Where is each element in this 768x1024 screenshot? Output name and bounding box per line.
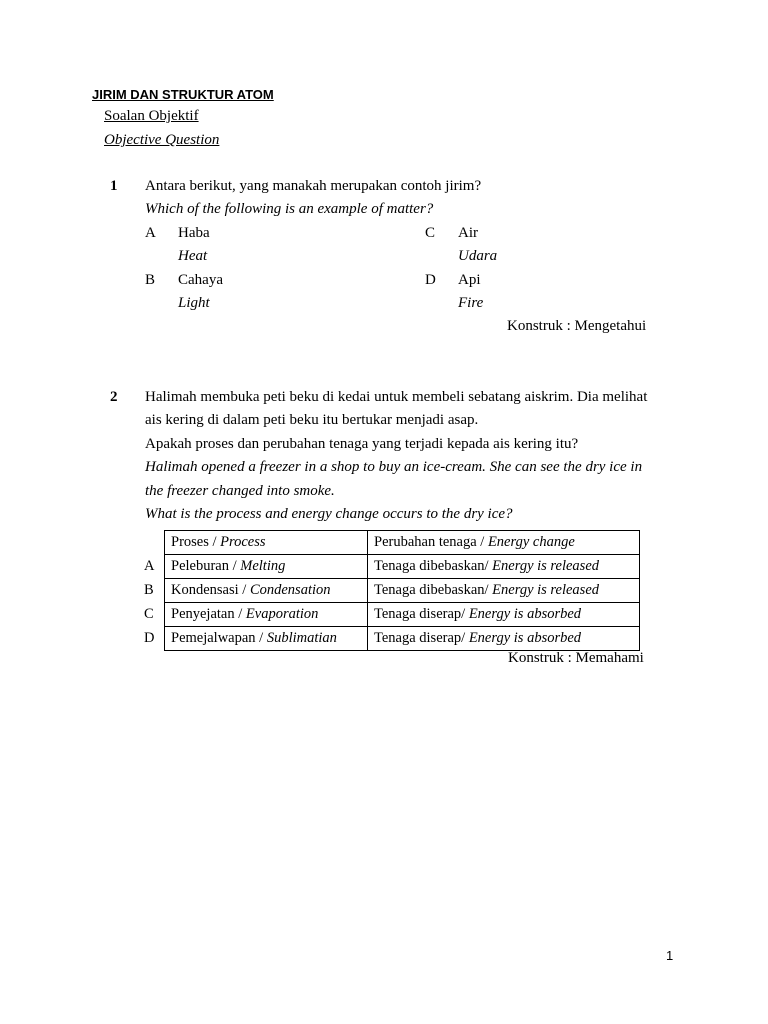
question-2-line-2: ais kering di dalam peti beku itu bertukar menjadi asap. xyxy=(145,412,479,428)
question-2-line-3: Apakah proses dan perubahan tenaga yang terjadi kepada ais kering itu? xyxy=(145,436,579,452)
header-energy-cell xyxy=(368,531,640,555)
row-letter: B xyxy=(144,582,154,598)
process-cell xyxy=(165,603,368,627)
answer-table-header-row xyxy=(140,531,640,555)
energy-ms: Tenaga diserap/ xyxy=(374,606,469,622)
option-letter-d: D xyxy=(425,272,436,288)
option-c-ms: Air xyxy=(458,225,478,241)
option-letter-c: C xyxy=(425,225,436,241)
question-2-number: 2 xyxy=(110,389,118,405)
energy-en: Energy is released xyxy=(492,558,600,574)
row-letter: A xyxy=(144,558,155,574)
process-ms: Peleburan / xyxy=(171,558,241,574)
energy-cell xyxy=(368,579,640,603)
question-1-stem-ms: Antara berikut, yang manakah merupakan contoh jirim? xyxy=(145,178,482,194)
process-ms: Pemejalwapan / xyxy=(171,630,267,646)
row-letter: C xyxy=(144,606,154,622)
question-2-line-6-en: What is the process and energy change occurs to the dry ice? xyxy=(145,506,513,522)
energy-en: Energy is absorbed xyxy=(468,630,582,646)
question-2-line-5-en: the freezer changed into smoke. xyxy=(145,483,335,499)
process-ms: Kondensasi / xyxy=(171,582,250,598)
section-subtitle-ms: Soalan Objektif xyxy=(104,108,199,124)
energy-ms: Tenaga dibebaskan/ xyxy=(374,582,493,598)
question-1-stem-en: Which of the following is an example of matter? xyxy=(145,201,434,217)
option-a-en: Heat xyxy=(178,248,208,264)
page-number: 1 xyxy=(666,948,674,963)
row-letter: D xyxy=(144,630,155,646)
table-row-b xyxy=(140,579,640,603)
process-en: Evaporation xyxy=(245,606,319,622)
option-letter-a: A xyxy=(145,225,156,241)
energy-en: Energy is absorbed xyxy=(468,606,582,622)
question-1-number: 1 xyxy=(110,178,118,194)
process-en: Melting xyxy=(240,558,286,574)
process-en: Condensation xyxy=(249,582,331,598)
process-cell xyxy=(165,627,368,651)
header-letter-cell xyxy=(140,531,165,555)
process-cell xyxy=(165,555,368,579)
header-process-cell xyxy=(165,531,368,555)
question-2-line-1: Halimah membuka peti beku di kedai untuk membeli sebatang aiskrim. Dia melihat xyxy=(145,389,648,405)
energy-ms: Tenaga diserap/ xyxy=(374,630,469,646)
option-a-ms: Haba xyxy=(178,225,210,241)
process-en: Sublimatian xyxy=(266,630,337,646)
section-subtitle-en: Objective Question xyxy=(104,132,220,148)
header-process-ms: Proses / xyxy=(171,534,221,550)
table-row-d xyxy=(140,627,640,651)
process-ms: Penyejatan / xyxy=(171,606,246,622)
question-2-line-4-en: Halimah opened a freezer in a shop to buy an ice-cream. She can see the dry ice in xyxy=(145,459,643,475)
header-energy-en: Energy change xyxy=(487,534,575,550)
answer-table xyxy=(140,530,640,651)
table-row-c xyxy=(140,603,640,627)
question-2-construct: Konstruk : Memahami xyxy=(508,650,644,666)
document-title: JIRIM DAN STRUKTUR ATOM xyxy=(92,87,274,102)
energy-cell xyxy=(368,555,640,579)
option-d-ms: Api xyxy=(458,272,481,288)
energy-en: Energy is released xyxy=(492,582,600,598)
option-letter-b: B xyxy=(145,272,156,288)
option-d-en: Fire xyxy=(458,295,484,311)
energy-cell xyxy=(368,603,640,627)
option-b-ms: Cahaya xyxy=(178,272,223,288)
table-row-a xyxy=(140,555,640,579)
energy-ms: Tenaga dibebaskan/ xyxy=(374,558,493,574)
header-energy-ms: Perubahan tenaga / xyxy=(374,534,488,550)
energy-cell xyxy=(368,627,640,651)
process-cell xyxy=(165,579,368,603)
question-1-construct: Konstruk : Mengetahui xyxy=(507,318,647,334)
option-c-en: Udara xyxy=(458,248,498,264)
option-b-en: Light xyxy=(178,295,210,311)
header-process-en: Process xyxy=(220,534,266,550)
